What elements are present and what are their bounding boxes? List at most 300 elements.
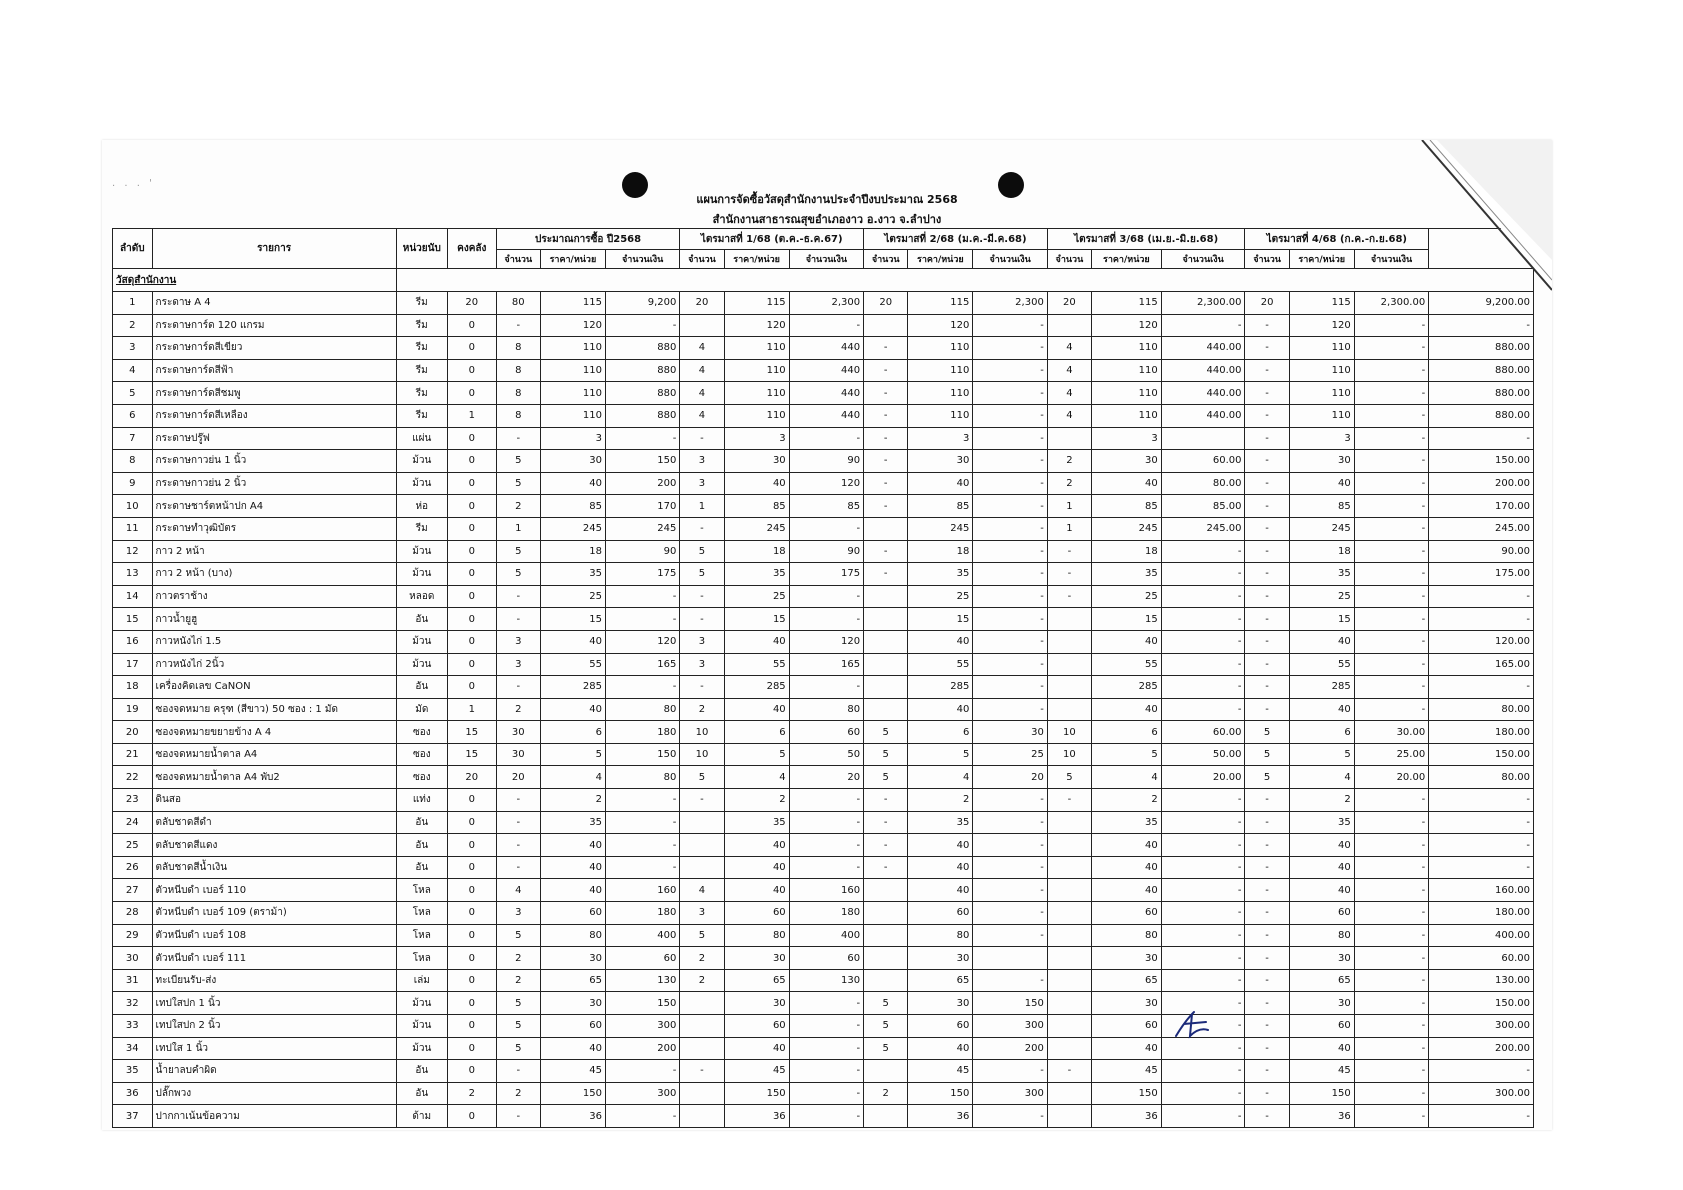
q1-qty-cell: 4: [680, 879, 724, 902]
q2-qty-cell: -: [864, 404, 908, 427]
q3-price-cell: 110: [1091, 337, 1161, 360]
q2-amount-cell: -: [973, 337, 1047, 360]
q1-qty-cell: [680, 856, 724, 879]
q2-amount-cell: -: [973, 404, 1047, 427]
q1-price-cell: 285: [724, 676, 789, 699]
document-subtitle: สำนักงานสาธารณสุขอำเภองาว อ.งาว จ.ลำปาง: [712, 213, 942, 226]
q3-price-cell: 40: [1091, 1037, 1161, 1060]
q4-qty-cell: 5: [1245, 743, 1289, 766]
q3-price-cell: 245: [1091, 517, 1161, 540]
year-price-cell: 40: [540, 834, 605, 857]
q4-qty-cell: -: [1245, 585, 1289, 608]
q3-price-cell: 35: [1091, 811, 1161, 834]
table-row: [113, 992, 1534, 1015]
year-qty-cell: -: [496, 1060, 540, 1083]
item-name-cell: กาวน้ำยูฮู: [152, 608, 396, 631]
year-price-cell: 4: [540, 766, 605, 789]
q2-price-cell: 15: [908, 608, 973, 631]
q2-price-cell: 110: [908, 382, 973, 405]
q3-qty-cell: [1047, 314, 1091, 337]
unit-cell: ม้วน: [396, 450, 447, 473]
q2-qty-cell: -: [864, 359, 908, 382]
q3-amount-cell: -: [1161, 947, 1245, 970]
q2-qty-cell: [864, 902, 908, 925]
stock-cell: 0: [447, 653, 496, 676]
q1-amount-cell: 440: [789, 359, 863, 382]
q2-qty-cell: -: [864, 427, 908, 450]
q4-qty-cell: -: [1245, 472, 1289, 495]
q3-qty-cell: 4: [1047, 404, 1091, 427]
unit-cell: อัน: [396, 856, 447, 879]
unit-cell: อัน: [396, 834, 447, 857]
q4-price-cell: 110: [1289, 404, 1354, 427]
section-label: วัสดุสำนักงาน: [113, 269, 397, 292]
q4-price-cell: 85: [1289, 495, 1354, 518]
q3-qty-cell: 4: [1047, 359, 1091, 382]
q4-qty-cell: -: [1245, 563, 1289, 586]
q2-price-cell: 4: [908, 766, 973, 789]
row-no-cell: 16: [113, 630, 153, 653]
q4-qty-cell: -: [1245, 608, 1289, 631]
year-amount-cell: 175: [605, 563, 679, 586]
unit-cell: อัน: [396, 811, 447, 834]
stock-cell: 0: [447, 427, 496, 450]
stock-cell: 0: [447, 992, 496, 1015]
q4-qty-cell: -: [1245, 427, 1289, 450]
header-price: ราคา/หน่วย: [1091, 250, 1161, 269]
q3-price-cell: 25: [1091, 585, 1161, 608]
q3-amount-cell: -: [1161, 924, 1245, 947]
total-amount-cell: -: [1429, 1060, 1534, 1083]
header-qty: จำนวน: [680, 250, 724, 269]
year-qty-cell: 2: [496, 495, 540, 518]
year-qty-cell: 8: [496, 382, 540, 405]
q2-qty-cell: 5: [864, 992, 908, 1015]
header-qty: จำนวน: [1047, 250, 1091, 269]
q1-amount-cell: -: [789, 789, 863, 812]
header-amount: จำนวนเงิน: [1354, 250, 1428, 269]
year-amount-cell: -: [605, 856, 679, 879]
q3-price-cell: 150: [1091, 1082, 1161, 1105]
q2-amount-cell: 300: [973, 1082, 1047, 1105]
year-qty-cell: -: [496, 585, 540, 608]
q1-price-cell: 245: [724, 517, 789, 540]
q2-qty-cell: 2: [864, 1082, 908, 1105]
total-amount-cell: 200.00: [1429, 1037, 1534, 1060]
header-price: ราคา/หน่วย: [908, 250, 973, 269]
item-name-cell: กระดาษการ์ดสีเขียว: [152, 337, 396, 360]
year-price-cell: 150: [540, 1082, 605, 1105]
q3-qty-cell: [1047, 676, 1091, 699]
q3-price-cell: 30: [1091, 947, 1161, 970]
unit-cell: ซอง: [396, 743, 447, 766]
q2-price-cell: 115: [908, 292, 973, 315]
q4-qty-cell: -: [1245, 653, 1289, 676]
total-amount-cell: -: [1429, 834, 1534, 857]
stock-cell: 0: [447, 495, 496, 518]
q4-price-cell: 285: [1289, 676, 1354, 699]
q2-qty-cell: [864, 608, 908, 631]
q1-amount-cell: 20: [789, 766, 863, 789]
q1-qty-cell: 5: [680, 563, 724, 586]
table-row: [113, 472, 1534, 495]
q1-amount-cell: -: [789, 585, 863, 608]
q4-qty-cell: -: [1245, 495, 1289, 518]
q2-amount-cell: -: [973, 608, 1047, 631]
q2-amount-cell: 2,300: [973, 292, 1047, 315]
stock-cell: 0: [447, 789, 496, 812]
q2-price-cell: 30: [908, 450, 973, 473]
q3-qty-cell: 2: [1047, 450, 1091, 473]
q1-amount-cell: 440: [789, 404, 863, 427]
table-row: [113, 1015, 1534, 1038]
year-amount-cell: 300: [605, 1082, 679, 1105]
q2-price-cell: 40: [908, 1037, 973, 1060]
q3-amount-cell: -: [1161, 314, 1245, 337]
q1-price-cell: 30: [724, 450, 789, 473]
q1-qty-cell: [680, 811, 724, 834]
row-no-cell: 12: [113, 540, 153, 563]
year-qty-cell: -: [496, 676, 540, 699]
q4-qty-cell: 5: [1245, 766, 1289, 789]
q3-qty-cell: 5: [1047, 766, 1091, 789]
header-amount: จำนวนเงิน: [789, 250, 863, 269]
q1-price-cell: 5: [724, 743, 789, 766]
q1-amount-cell: -: [789, 314, 863, 337]
year-price-cell: 40: [540, 698, 605, 721]
q1-qty-cell: 5: [680, 924, 724, 947]
year-amount-cell: 80: [605, 766, 679, 789]
year-qty-cell: 5: [496, 1037, 540, 1060]
q3-qty-cell: [1047, 653, 1091, 676]
q4-qty-cell: -: [1245, 676, 1289, 699]
item-name-cell: กาวหนังไก่ 2นิ้ว: [152, 653, 396, 676]
q1-qty-cell: 3: [680, 472, 724, 495]
table-row: [113, 314, 1534, 337]
year-price-cell: 36: [540, 1105, 605, 1128]
stock-cell: 0: [447, 608, 496, 631]
q4-amount-cell: -: [1354, 947, 1428, 970]
document-sheet: [102, 140, 1552, 1130]
unit-cell: ม้วน: [396, 540, 447, 563]
q2-price-cell: 6: [908, 721, 973, 744]
q3-price-cell: 4: [1091, 766, 1161, 789]
q1-price-cell: 80: [724, 924, 789, 947]
year-qty-cell: 8: [496, 337, 540, 360]
year-amount-cell: 880: [605, 404, 679, 427]
q3-price-cell: 40: [1091, 472, 1161, 495]
year-amount-cell: 165: [605, 653, 679, 676]
q2-price-cell: 40: [908, 630, 973, 653]
q1-price-cell: 85: [724, 495, 789, 518]
q1-price-cell: 40: [724, 834, 789, 857]
total-amount-cell: 880.00: [1429, 404, 1534, 427]
q3-amount-cell: 440.00: [1161, 359, 1245, 382]
unit-cell: อัน: [396, 676, 447, 699]
q2-qty-cell: -: [864, 337, 908, 360]
q3-price-cell: 45: [1091, 1060, 1161, 1083]
q1-qty-cell: 5: [680, 540, 724, 563]
unit-cell: รีม: [396, 382, 447, 405]
total-amount-cell: 180.00: [1429, 721, 1534, 744]
q1-qty-cell: 10: [680, 743, 724, 766]
table-row: [113, 676, 1534, 699]
q2-qty-cell: -: [864, 450, 908, 473]
q2-amount-cell: -: [973, 382, 1047, 405]
year-amount-cell: 180: [605, 721, 679, 744]
q1-amount-cell: -: [789, 608, 863, 631]
total-amount-cell: -: [1429, 427, 1534, 450]
q2-price-cell: 35: [908, 811, 973, 834]
q2-price-cell: 40: [908, 879, 973, 902]
q3-price-cell: 110: [1091, 359, 1161, 382]
stock-cell: 0: [447, 382, 496, 405]
row-no-cell: 13: [113, 563, 153, 586]
year-price-cell: 15: [540, 608, 605, 631]
q3-qty-cell: -: [1047, 789, 1091, 812]
q1-qty-cell: -: [680, 517, 724, 540]
total-amount-cell: -: [1429, 314, 1534, 337]
q1-price-cell: 30: [724, 992, 789, 1015]
q4-amount-cell: -: [1354, 1082, 1428, 1105]
q3-qty-cell: [1047, 856, 1091, 879]
q3-price-cell: 110: [1091, 404, 1161, 427]
stock-cell: 15: [447, 721, 496, 744]
unit-cell: ซอง: [396, 721, 447, 744]
total-amount-cell: -: [1429, 676, 1534, 699]
year-price-cell: 5: [540, 743, 605, 766]
year-price-cell: 85: [540, 495, 605, 518]
q2-price-cell: 40: [908, 856, 973, 879]
q2-qty-cell: [864, 517, 908, 540]
total-amount-cell: 880.00: [1429, 359, 1534, 382]
row-no-cell: 30: [113, 947, 153, 970]
q4-price-cell: 120: [1289, 314, 1354, 337]
q1-qty-cell: [680, 992, 724, 1015]
row-no-cell: 23: [113, 789, 153, 812]
q2-price-cell: 85: [908, 495, 973, 518]
total-amount-cell: 9,200.00: [1429, 292, 1534, 315]
item-name-cell: กระดาษปรู๊ฟ: [152, 427, 396, 450]
item-name-cell: กาว 2 หน้า (บาง): [152, 563, 396, 586]
year-qty-cell: 30: [496, 721, 540, 744]
q1-qty-cell: 4: [680, 337, 724, 360]
q1-price-cell: 40: [724, 879, 789, 902]
q2-amount-cell: 25: [973, 743, 1047, 766]
unit-cell: รีม: [396, 359, 447, 382]
year-qty-cell: -: [496, 834, 540, 857]
q1-price-cell: 45: [724, 1060, 789, 1083]
q2-price-cell: 110: [908, 404, 973, 427]
q4-price-cell: 40: [1289, 698, 1354, 721]
stock-cell: 0: [447, 834, 496, 857]
q4-qty-cell: -: [1245, 314, 1289, 337]
q3-amount-cell: -: [1161, 698, 1245, 721]
header-price: ราคา/หน่วย: [1289, 250, 1354, 269]
row-no-cell: 29: [113, 924, 153, 947]
q1-qty-cell: [680, 834, 724, 857]
q1-qty-cell: [680, 1082, 724, 1105]
q3-amount-cell: -: [1161, 902, 1245, 925]
q3-amount-cell: -: [1161, 608, 1245, 631]
section-row: [113, 269, 1534, 292]
q3-amount-cell: 20.00: [1161, 766, 1245, 789]
q3-qty-cell: [1047, 427, 1091, 450]
total-amount-cell: 90.00: [1429, 540, 1534, 563]
unit-cell: โหล: [396, 947, 447, 970]
q1-qty-cell: 3: [680, 653, 724, 676]
year-qty-cell: 2: [496, 698, 540, 721]
q4-price-cell: 40: [1289, 856, 1354, 879]
q4-amount-cell: -: [1354, 630, 1428, 653]
q1-price-cell: 60: [724, 1015, 789, 1038]
item-name-cell: เทปใสปก 1 นิ้ว: [152, 992, 396, 1015]
q4-price-cell: 35: [1289, 563, 1354, 586]
year-price-cell: 25: [540, 585, 605, 608]
year-amount-cell: 880: [605, 382, 679, 405]
q4-qty-cell: -: [1245, 879, 1289, 902]
item-name-cell: กระดาษการ์ดสีชมพู: [152, 382, 396, 405]
q3-price-cell: 110: [1091, 382, 1161, 405]
q2-price-cell: 120: [908, 314, 973, 337]
q1-amount-cell: 440: [789, 382, 863, 405]
q2-amount-cell: -: [973, 495, 1047, 518]
q3-amount-cell: -: [1161, 834, 1245, 857]
table-row: [113, 969, 1534, 992]
q4-price-cell: 35: [1289, 811, 1354, 834]
q3-amount-cell: 60.00: [1161, 450, 1245, 473]
q4-qty-cell: -: [1245, 834, 1289, 857]
header-group-year: ประมาณการซื้อ ปี2568: [496, 229, 680, 250]
table-row: [113, 856, 1534, 879]
item-name-cell: ตัวหนีบดำ เบอร์ 108: [152, 924, 396, 947]
total-amount-cell: 300.00: [1429, 1015, 1534, 1038]
q1-amount-cell: 165: [789, 653, 863, 676]
q4-amount-cell: -: [1354, 563, 1428, 586]
total-amount-cell: 160.00: [1429, 879, 1534, 902]
header-qty: จำนวน: [496, 250, 540, 269]
q2-amount-cell: 150: [973, 992, 1047, 1015]
year-qty-cell: -: [496, 608, 540, 631]
table-row: [113, 1105, 1534, 1128]
year-price-cell: 60: [540, 1015, 605, 1038]
q3-price-cell: 40: [1091, 698, 1161, 721]
q4-qty-cell: -: [1245, 811, 1289, 834]
q1-amount-cell: 180: [789, 902, 863, 925]
q4-amount-cell: -: [1354, 359, 1428, 382]
q1-amount-cell: -: [789, 856, 863, 879]
year-price-cell: 40: [540, 856, 605, 879]
q1-price-cell: 40: [724, 1037, 789, 1060]
year-amount-cell: 300: [605, 1015, 679, 1038]
year-price-cell: 40: [540, 879, 605, 902]
row-no-cell: 14: [113, 585, 153, 608]
q2-qty-cell: -: [864, 811, 908, 834]
q4-amount-cell: -: [1354, 450, 1428, 473]
total-amount-cell: -: [1429, 1105, 1534, 1128]
header-total: [1429, 229, 1534, 269]
item-name-cell: กาวหนังไก่ 1.5: [152, 630, 396, 653]
q1-qty-cell: 5: [680, 766, 724, 789]
item-name-cell: ดินสอ: [152, 789, 396, 812]
year-amount-cell: 200: [605, 472, 679, 495]
q4-qty-cell: -: [1245, 1082, 1289, 1105]
q4-price-cell: 110: [1289, 337, 1354, 360]
q3-amount-cell: 245.00: [1161, 517, 1245, 540]
year-amount-cell: 200: [605, 1037, 679, 1060]
q1-amount-cell: 90: [789, 450, 863, 473]
stock-cell: 0: [447, 540, 496, 563]
q2-price-cell: 18: [908, 540, 973, 563]
q2-amount-cell: -: [973, 472, 1047, 495]
stock-cell: 0: [447, 1015, 496, 1038]
q3-amount-cell: -: [1161, 540, 1245, 563]
total-amount-cell: 130.00: [1429, 969, 1534, 992]
stock-cell: 2: [447, 1082, 496, 1105]
q4-qty-cell: -: [1245, 947, 1289, 970]
q1-amount-cell: 120: [789, 472, 863, 495]
q4-price-cell: 30: [1289, 992, 1354, 1015]
q4-qty-cell: -: [1245, 517, 1289, 540]
q4-qty-cell: -: [1245, 630, 1289, 653]
q2-price-cell: 40: [908, 472, 973, 495]
q1-price-cell: 115: [724, 292, 789, 315]
total-amount-cell: 150.00: [1429, 450, 1534, 473]
table-row: [113, 721, 1534, 744]
unit-cell: โหล: [396, 902, 447, 925]
q1-price-cell: 110: [724, 337, 789, 360]
q2-amount-cell: -: [973, 630, 1047, 653]
year-amount-cell: 160: [605, 879, 679, 902]
q4-price-cell: 40: [1289, 1037, 1354, 1060]
q4-amount-cell: -: [1354, 382, 1428, 405]
year-amount-cell: 245: [605, 517, 679, 540]
q4-price-cell: 55: [1289, 653, 1354, 676]
q4-price-cell: 40: [1289, 879, 1354, 902]
q2-amount-cell: -: [973, 563, 1047, 586]
q4-amount-cell: -: [1354, 789, 1428, 812]
q3-price-cell: 30: [1091, 992, 1161, 1015]
table-row: [113, 563, 1534, 586]
item-name-cell: กาว 2 หน้า: [152, 540, 396, 563]
year-price-cell: 40: [540, 630, 605, 653]
row-no-cell: 32: [113, 992, 153, 1015]
q4-amount-cell: -: [1354, 653, 1428, 676]
table-row: [113, 947, 1534, 970]
row-no-cell: 4: [113, 359, 153, 382]
item-name-cell: กระดาษ A 4: [152, 292, 396, 315]
q1-qty-cell: -: [680, 585, 724, 608]
q1-amount-cell: 400: [789, 924, 863, 947]
unit-cell: ม้วน: [396, 630, 447, 653]
table-row: [113, 924, 1534, 947]
header-stock: คงคลัง: [447, 229, 496, 269]
q1-qty-cell: 4: [680, 382, 724, 405]
q4-qty-cell: -: [1245, 540, 1289, 563]
year-price-cell: 60: [540, 902, 605, 925]
year-amount-cell: -: [605, 789, 679, 812]
q1-price-cell: 25: [724, 585, 789, 608]
q1-price-cell: 40: [724, 698, 789, 721]
item-name-cell: เทปใสปก 2 นิ้ว: [152, 1015, 396, 1038]
year-qty-cell: 3: [496, 653, 540, 676]
item-name-cell: กระดาษชาร์ตหน้าปก A4: [152, 495, 396, 518]
row-no-cell: 27: [113, 879, 153, 902]
q2-qty-cell: -: [864, 540, 908, 563]
stock-cell: 0: [447, 879, 496, 902]
table-row: [113, 404, 1534, 427]
year-amount-cell: -: [605, 1060, 679, 1083]
